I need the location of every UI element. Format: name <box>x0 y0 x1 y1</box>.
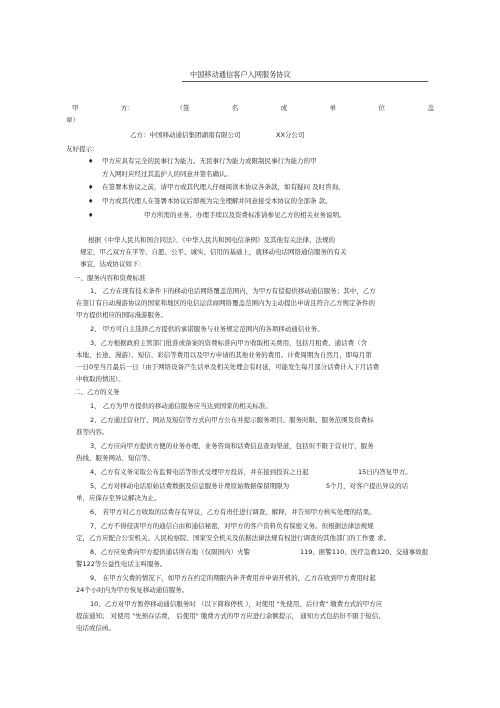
clause-line: 提前通知； 对使用 "先预存话费， 后使用" 缴费方式的甲方应进行余额提示， 通知方式包括但不限于短信、 <box>76 612 385 620</box>
tip-line: 方入网时应经过其监护人的同意并签名确认。 <box>102 170 232 178</box>
party-a-char: 甲 <box>72 104 79 112</box>
clause-line: 8、乙方应免费向甲方提供通话所在地（仅限国内）火警 <box>90 548 251 556</box>
clause-line: 本地、长途、漫游）、短信、彩信等费用以及甲方申请的其他业务的费用。计费周期为自然月，即每月第 <box>76 351 372 359</box>
section-heading: 二、乙方的义务 <box>74 388 120 396</box>
party-a-end: 章） <box>66 116 79 124</box>
tips-heading: 友好提示： <box>66 145 99 153</box>
clause-line: 2、乙方通过营业厅、网站及短信等方式向甲方公布并提示服务项目、服务时限、服务范围及资费标 <box>90 416 374 424</box>
party-a-char: 位 <box>378 104 386 112</box>
party-a-char: 名 <box>231 104 239 112</box>
tip-line: 在签署本协议之前，请甲方或其代理人仔细阅读本协议各条款，如有疑问 及时咨询。 <box>102 183 345 191</box>
tip-line: 甲方所需的业务、办理手续以及资费标准请参见乙方的相关业务说明。 <box>144 211 346 219</box>
clause-line: 10、乙方对甲方暂停移动通信服务时 （以下简称停机 ），对使用 "先使用、后付费" 缴费方式的甲方应 <box>90 600 383 608</box>
document-title: 中国移动通信客户入网服务协议 <box>190 70 291 79</box>
clause-line: 电话或信函。 <box>76 624 115 632</box>
clause-line: 中收取的情况）。 <box>76 375 125 383</box>
clause-line: 3、乙方根据政府主管部门批准或备案的资费标准向甲方收取相关费用，包括月租费、通话费（含 <box>90 339 368 347</box>
clause-line: 1、 乙方在现有技术条件下的移动电话网络覆盖范围内，为甲方有偿提供移动通信服务；其中，乙方 <box>90 287 376 295</box>
clause-line: 警122等公益性电话主叫服务。 <box>76 560 167 568</box>
section-heading: 一、服务内容和资费标准 <box>74 274 146 282</box>
clause-line: 5个月，对客户提出异议的话 <box>326 482 409 490</box>
bullet-icon: ♦ <box>88 158 94 165</box>
clause-line: 119、匪警110、医疗急救120、交通事故报 <box>300 548 429 556</box>
clause-line: 在签订有自动漫游协议的国家和地区的电信运营商网络覆盖范围内为主动提出申请且符合乙方规定条件的 <box>76 299 375 307</box>
intro-line: 根据《中华人民共和国合同法》、《中华人民共和国电信条例》及其他有关法律、法规的 <box>88 236 335 244</box>
party-a-char: 单 <box>329 104 337 112</box>
clause-line: 热线、服务网站、短信等。 <box>76 454 154 462</box>
intro-line: 规定，甲乙双方在平等、自愿、公平、诚实、信用的基础上，就移动电话网络通信服务的有关 <box>80 248 347 256</box>
clause-line: 准等内容。 <box>76 428 109 436</box>
bullet-icon: ♦ <box>88 184 94 191</box>
clause-line: 6、 若甲方对乙方收取的话费存有异议，乙方有责任进行调查、解释，并告知甲方核实处理的结果。 <box>90 508 376 516</box>
party-a-char: 盖 <box>427 104 434 112</box>
clause-line: 定，乙方应配合公安机关、人民检察院、国家安全机关及依据法律法规有权进行调查的其他部门的工作要 求。 <box>76 534 391 542</box>
tip-line: 甲方应具有完全的民事行为能力。无民事行为能力或限制民事行为能力的甲 <box>102 157 317 165</box>
party-a-char: 方： <box>120 104 134 112</box>
party-a-char: （签 <box>176 104 190 112</box>
title-underline <box>182 81 428 82</box>
bullet-icon: ♦ <box>88 198 94 205</box>
party-a-line <box>72 104 434 113</box>
clause-line: 一日0至当月最后一日（由于网络设备产生话单及相关处理会有时延，可能发生每月部分话费计入下月话费 <box>76 363 380 371</box>
bullet-icon: ♦ <box>88 212 94 219</box>
party-b-name: 乙方：中国移动通信集团湖南有限公司 <box>130 131 241 139</box>
party-b-branch: XX分公司 <box>276 131 305 139</box>
clause-line: 7、乙方不得侵害甲方的通信自由和通信秘密，对甲方的客户资料负有保密义务。但根据法律法规规 <box>90 522 374 530</box>
clause-line: 9、 在甲方欠费的情况下，如甲方在约定的期限内补齐费用并申请开机的，乙方在收到甲方费用时起 <box>90 574 376 582</box>
clause-line: 24个小时内为甲方恢复移动通信服务。 <box>76 586 189 594</box>
party-a-char: 或 <box>280 104 288 112</box>
intro-line: 事宜，达成协议如下： <box>80 260 145 268</box>
clause-line: 3、乙方应向甲方提供方便的业务办理、业务咨询和话费信息查询渠道，包括但不限于营业厅、服务 <box>90 442 374 450</box>
clause-line: 4、乙方有义务采取公布监督电话等形式受理甲方投诉，并在接到投诉之日起 <box>90 468 309 476</box>
clause-line: 1、 乙方为甲方提供的移动通信服务应当达到国家的相关标准。 <box>90 402 272 410</box>
clause-line: 单，应保存至异议解决为止。 <box>76 494 161 502</box>
clause-line: 15日内答复甲方。 <box>358 468 412 476</box>
clause-line: 2、 甲方可自主选择乙方提供的承诺服务与业务规定范围内的各项移动通信业务。 <box>90 325 324 333</box>
clause-line: 甲方提供相应的国际漫游服务。 <box>76 311 167 319</box>
tip-line: 甲方或其代理人在签署本协议后即视为完全理解并同意接受本协议的全部条 款。 <box>102 197 332 205</box>
clause-line: 5、乙方对移动电话原始话费数据及信息服务计费原始数据保留期限为 <box>90 482 290 490</box>
